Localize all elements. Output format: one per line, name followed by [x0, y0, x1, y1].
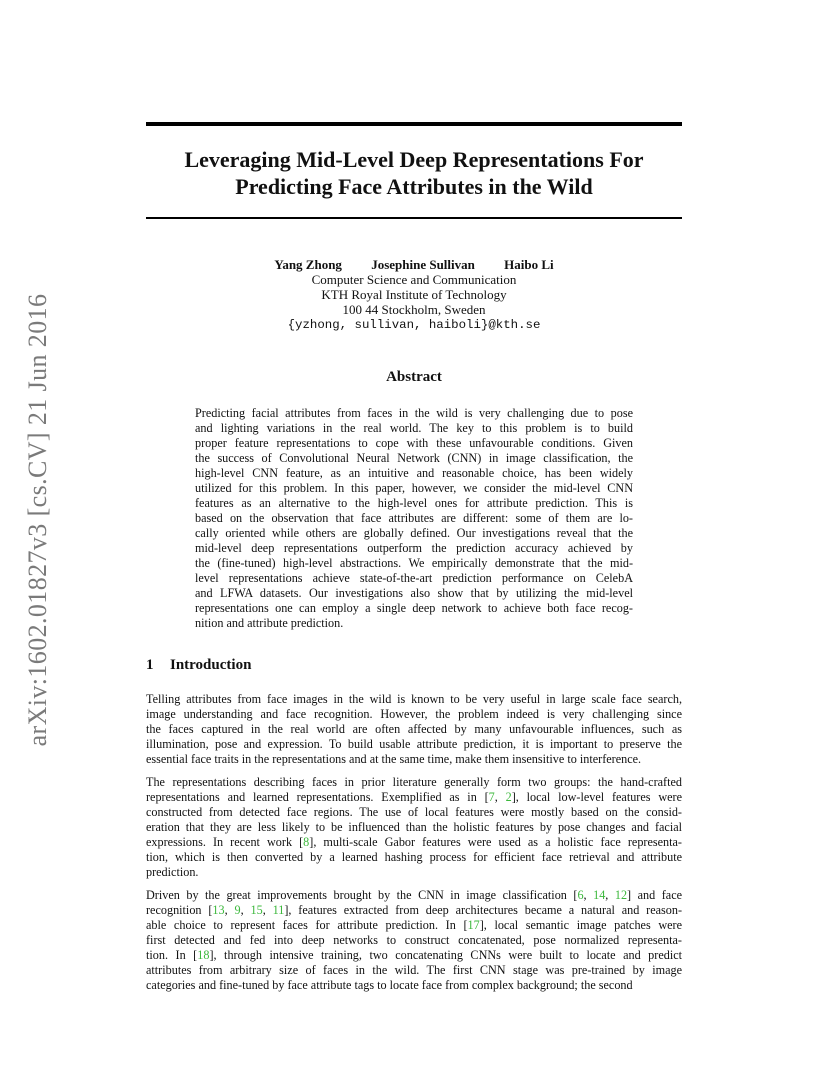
text-run: ], local semantic image patches were	[479, 918, 683, 932]
citation-link[interactable]: 17	[467, 918, 480, 932]
title-bottom-rule	[146, 217, 682, 219]
text-run: expressions. In recent work [	[146, 835, 304, 849]
section-title: Introduction	[170, 657, 252, 673]
text-run: Driven by the great improvements brought by the CNN in image classification [	[146, 888, 578, 902]
affiliation-address: 100 44 Stockholm, Sweden	[342, 302, 486, 317]
affiliation-email: {yzhong, sullivan, haiboli}@kth.se	[287, 318, 541, 332]
author-name: Yang Zhong	[274, 257, 342, 272]
text-run: ], through intensive training, two concatenating CNNs were built to locate and predict	[209, 948, 683, 962]
abstract-line: high-level CNN feature, as an intuitive and reasonable choice, has been widely	[195, 466, 633, 480]
affiliation-institute: KTH Royal Institute of Technology	[321, 287, 507, 302]
arxiv-stamp: arXiv:1602.01827v3 [cs.CV] 21 Jun 2016	[23, 293, 52, 747]
text-run: recognition [	[146, 903, 213, 917]
text-run: representations and learned representations. Exemplified as in [	[146, 790, 489, 804]
section-number: 1	[146, 657, 154, 673]
text-line	[146, 752, 682, 767]
text-run: eration that they are less likely to be influenced than the holistic features by pose changes and facial	[146, 820, 682, 834]
abstract-line: features as an alternative to the high-level ones for attribute prediction. This is	[195, 496, 633, 510]
text-line	[146, 963, 682, 978]
title-line: Leveraging Mid-Level Deep Representations For	[184, 147, 644, 172]
text-line	[146, 707, 682, 722]
abstract-line: representations one can employ a single deep network to achieve both face recog-	[195, 601, 633, 615]
text-run: first detected and fed into deep networks to construct concatenated, pose normalized representa-	[146, 933, 682, 947]
section-heading	[146, 657, 682, 674]
text-run: ] and face	[627, 888, 683, 902]
author-name: Josephine Sullivan	[371, 257, 475, 272]
text-line	[146, 978, 682, 993]
text-line	[146, 790, 682, 805]
title-top-rule	[146, 122, 682, 126]
text-run: ], local low-level features were	[511, 790, 683, 804]
text-line	[146, 918, 682, 933]
citation-link[interactable]: 6	[577, 888, 584, 902]
paragraph	[146, 888, 682, 993]
text-run: image understanding and face recognition. However, the problem indeed is very challenging since	[146, 707, 682, 721]
text-run: ], multi-scale Gabor features were used as a holistic face representa-	[309, 835, 682, 849]
text-run: prediction.	[146, 865, 199, 879]
text-line	[146, 692, 682, 707]
text-line	[146, 722, 682, 737]
paper-title	[146, 146, 682, 200]
abstract-line: the (fine-tuned) high-level abstractions. We empirically demonstrate that the mid-	[195, 556, 633, 570]
abstract-line: based on the observation that face attributes are different: some of them are lo-	[195, 511, 633, 525]
author-name: Haibo Li	[504, 257, 554, 272]
citation-link[interactable]: 8	[303, 835, 310, 849]
paragraph	[146, 775, 682, 880]
text-run: Telling attributes from face images in the wild is known to be very useful in large scale face search,	[146, 692, 682, 706]
text-line	[146, 903, 682, 918]
affiliation-department: Computer Science and Communication	[311, 272, 517, 287]
citation-link[interactable]: 15	[250, 903, 263, 917]
abstract-line: cally oriented while others are globally defined. Our investigations reveal that the	[195, 526, 633, 540]
citation-link[interactable]: 11	[272, 903, 285, 917]
text-run: able choice to represent faces for attribute prediction. In [	[146, 918, 468, 932]
abstract-line: the success of Convolutional Neural Network (CNN) in image classification, the	[195, 451, 633, 465]
citation-link[interactable]: 18	[197, 948, 210, 962]
text-line	[146, 805, 682, 820]
text-run: essential face traits in the representations and at the same time, make them insensitive to interference.	[146, 752, 642, 766]
text-line	[146, 775, 682, 790]
text-line	[146, 948, 682, 963]
text-line	[146, 888, 682, 903]
paragraph	[146, 692, 682, 767]
text-run: ,	[240, 903, 251, 917]
abstract-line: Predicting facial attributes from faces in the wild is very challenging due to pose	[195, 406, 633, 420]
text-line	[146, 850, 682, 865]
abstract-line: proper feature representations to cope with these unfavourable conditions. Given	[195, 436, 633, 450]
citation-link[interactable]: 13	[212, 903, 225, 917]
abstract-line: mid-level deep representations outperform the prediction accuracy achieved by	[195, 541, 633, 555]
text-run: ,	[605, 888, 615, 902]
text-run: constructed from detected face regions. The use of local features were mostly based on the consid-	[146, 805, 682, 819]
text-run: ,	[224, 903, 235, 917]
citation-link[interactable]: 12	[614, 888, 628, 902]
text-line	[146, 737, 682, 752]
abstract-line: and lighting variations in the real world. The key to this problem is to build	[195, 421, 633, 435]
text-run: illumination, pose and expression. To build usable attribute prediction, it is important to preserve the	[146, 737, 682, 751]
text-run: tion. In [	[146, 948, 198, 962]
text-line	[146, 820, 682, 835]
text-run: the faces captured in the real world are often affected by many unfavourable influences, such as	[146, 722, 682, 736]
author-list	[146, 257, 682, 273]
abstract-body	[195, 406, 633, 631]
text-line	[146, 835, 682, 850]
title-line: Predicting Face Attributes in the Wild	[235, 174, 593, 199]
citation-link[interactable]: 2	[505, 790, 512, 804]
text-run: ,	[494, 790, 506, 804]
abstract-line: and LFWA datasets. Our investigations also show that by utilizing the mid-level	[195, 586, 633, 600]
text-run: tion, which is then converted by a learned hashing process for efficient face retrieval and attribute	[146, 850, 682, 864]
text-line	[146, 865, 682, 880]
text-run: categories and fine-tuned by face attribute tags to locate face from complex background; the second	[146, 978, 633, 992]
text-line	[146, 933, 682, 948]
abstract-line: utilized for this problem. In this paper, however, we consider the mid-level CNN	[195, 481, 633, 495]
abstract-heading: Abstract	[386, 369, 442, 385]
text-run: The representations describing faces in prior literature generally form two groups: the hand-crafted	[146, 775, 682, 789]
text-run: ], features extracted from deep architectures became a natural and reason-	[284, 903, 683, 917]
text-run: ,	[583, 888, 594, 902]
abstract-line: level representations achieve state-of-the-art prediction performance on CelebA	[195, 571, 633, 585]
affiliation	[146, 272, 682, 333]
introduction-body	[146, 692, 682, 1001]
abstract-line: nition and attribute prediction.	[195, 616, 344, 630]
text-run: ,	[262, 903, 273, 917]
citation-link[interactable]: 7	[488, 790, 495, 804]
citation-link[interactable]: 14	[593, 888, 606, 902]
text-run: attributes from arbitrary size of faces in the wild. The first CNN stage was pre-trained by image	[146, 963, 682, 977]
citation-link[interactable]: 9	[234, 903, 241, 917]
